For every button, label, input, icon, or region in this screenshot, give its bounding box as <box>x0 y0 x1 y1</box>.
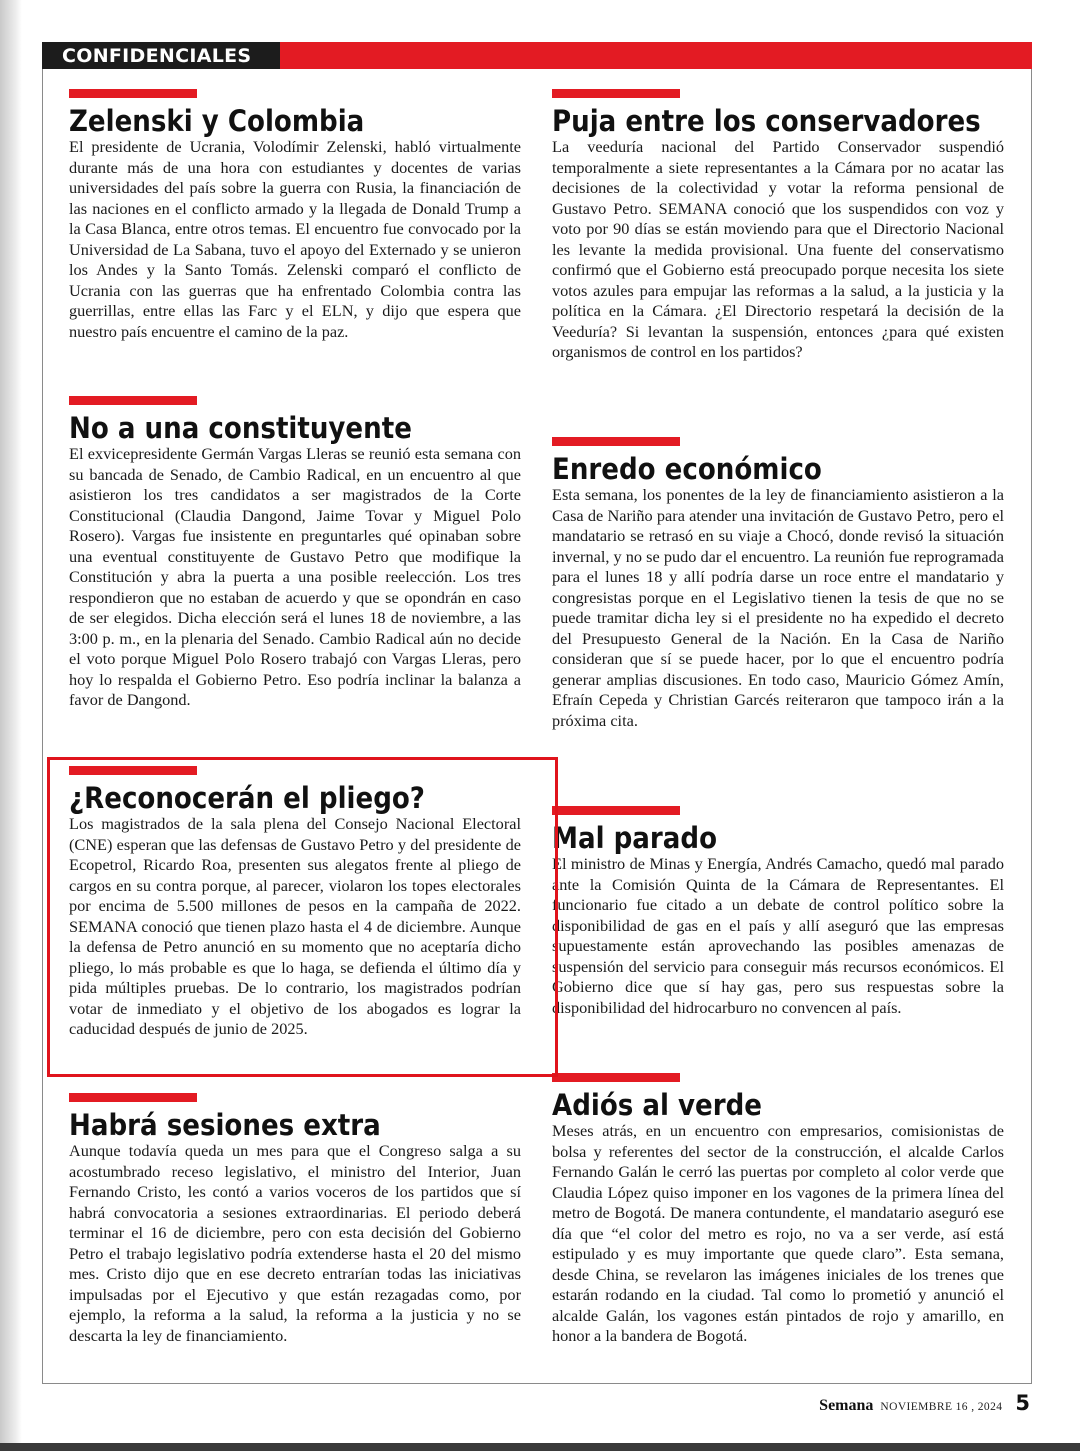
footer-date: NOVIEMBRE 16 , 2024 <box>880 1401 1003 1413</box>
page-footer <box>819 1391 1030 1417</box>
article-accent-bar <box>552 806 680 815</box>
article-body: Los magistrados de la sala plena del Consejo Nacional Electoral (CNE) esperan que las defensas de Gustavo Petro y del presidente de Ecopetrol, Ricardo Roa, presenten sus alegatos frente al pliego de cargos en su contra porque, al parecer, violaron los topes electorales por encima de 5.500 millones de pesos en la campaña de 2022. SEMANA conoció que tienen plazo hasta el 4 de diciembre. Aunque la defensa de Petro anunció en su momento que no aceptaría dicho pliego, lo más probable es que lo haga, se defienda el último día y pida múltiples pruebas. De lo contrario, los magistrados podrían votar de inmediato y el objetivo de los abogados es lograr la caducidad después de junio de 2025. <box>69 814 521 1038</box>
article-accent-bar <box>69 1093 197 1102</box>
bottom-edge-strip <box>0 1443 1080 1451</box>
article-accent-bar <box>552 1073 680 1082</box>
article-enredo-economico <box>552 437 1004 731</box>
article-headline: Enredo económico <box>552 452 822 486</box>
article-accent-bar <box>552 89 680 98</box>
article-accent-bar <box>552 437 680 446</box>
article-headline: Mal parado <box>552 821 718 855</box>
page-edge-shadow <box>0 0 22 1451</box>
article-headline: Habrá sesiones extra <box>69 1108 381 1142</box>
article-body: Esta semana, los ponentes de la ley de financiamiento asistieron a la Casa de Nariño para atender una invitación de Gustavo Petro, pero el mandatario se retrasó en su viaje a Chocó, donde revisó la situación invernal, y no se pudo dar el encuentro. La reunión fue reprogramada para el lunes 18 y allí podría darse un roce entre el mandatario y congresistas porque en el Legislativo tienen la tesis de que no se puede tramitar dicha ley si el presidente no ha expedido el decreto del Presupuesto General de la Nación. En la Casa de Nariño consideran que sí se puede hacer, por lo que el encuentro podría generar amplias discusiones. En todo caso, Mauricio Gómez Amín, Efraín Cepeda y Christian Garcés reiteraron que tampoco irán a la próxima cita. <box>552 485 1004 730</box>
article-body: Meses atrás, en un encuentro con empresarios, comisionistas de bolsa y referentes del sector de la construcción, el alcalde Carlos Fernando Galán le cerró las puertas por completo al color verde que Claudia López quiso imponer en los vagones de la primera línea del metro de Bogotá. De manera contundente, el mandatario aseguró ese día que “el color del metro es rojo, no va a ser verde, así está estipulado y es muy importante que quede claro”. Esta semana, desde China, se revelaron las imágenes iniciales de los trenes que estarán rodando en la ciudad. Tal como lo prometió y anunció el alcalde Galán, los vagones están pintados de rojo y amarillo, en honor a la bandera de Bogotá. <box>552 1121 1004 1345</box>
article-accent-bar <box>69 396 197 405</box>
article-body: La veeduría nacional del Partido Conservador suspendió temporalmente a siete representantes a la Cámara por no acatar las decisiones de la colectividad y votar la reforma pensional de Gustavo Petro. SEMANA conoció que los suspendidos con voz y voto por 90 días se están moviendo para que el Directorio Nacional les levante la medida provisional. Una fuente del conservatismo confirmó que el Gobierno está preocupado porque necesita los siete votos azules para empujar las reformas a la salud, a la justicia y la política en la Cámara. ¿El Directorio respetará la decisión de la Veeduría? Si levantan la suspensión, entonces ¿para qué existen organismos de control en los partidos? <box>552 137 1004 361</box>
article-mal-parado <box>552 806 1004 1018</box>
article-zelenski <box>69 89 521 342</box>
article-headline: Puja entre los conservadores <box>552 104 981 138</box>
article-body: Aunque todavía queda un mes para que el Congreso salga a su acostumbrado receso legislativo, el ministro del Interior, Juan Fernando Cristo, les contó a varios voceros de los partidos que sí habrá convocatoria a sesiones extraordinarias. El periodo deberá terminar el 16 de diciembre, pero con esta decisión del Gobierno Petro el trabajo legislativo podría extenderse hasta el 20 del mismo mes. Cristo dijo que en ese decreto entrarían todas las iniciativas impulsadas por el Ejecutivo y que están rezagadas como, por ejemplo, la reforma a la salud, la reforma a la justicia y no se descarta la ley de financiamiento. <box>69 1141 521 1345</box>
footer-page-number: 5 <box>1015 1391 1030 1415</box>
article-body: El exvicepresidente Germán Vargas Lleras se reunió esta semana con su bancada de Senado, de Cambio Radical, en un encuentro al que asistieron los tres candidatos a ser magistrados de la Corte Constitucional (Claudia Dangond, Jaime Tovar y Miguel Polo Rosero). Vargas fue insistente en preguntarles qué opinaban sobre una eventual constituyente de Gustavo Petro que modifique la Constitución y abra la puerta a una posible reelección. Los tres respondieron que no estaban de acuerdo y que se opondrán en caso de ser elegidos. Dicha elección será el lunes 18 de noviembre, a las 3:00 p. m., en la plenaria del Senado. Cambio Radical aún no decide el voto porque Miguel Polo Rosero trabajó con Vargas Lleras, pero hoy lo respalda el Gobierno Petro. Eso podría inclinar la balanza a favor de Dangond. <box>69 444 521 709</box>
article-constituyente <box>69 396 521 711</box>
article-headline: Zelenski y Colombia <box>69 104 365 138</box>
article-sesiones-extra <box>69 1093 521 1346</box>
article-accent-bar <box>69 89 197 98</box>
article-headline: No a una constituyente <box>69 411 412 445</box>
article-headline: ¿Reconocerán el pliego? <box>69 781 425 815</box>
highlight-box <box>47 757 558 1077</box>
article-body: El presidente de Ucrania, Volodímir Zelenski, habló virtualmente durante más de una hora con estudiantes y docentes de varias universidades del país sobre la guerra con Rusia, la financiación de las naciones en el conflicto armado y la llegada de Donald Trump a la Casa Blanca, entre otros temas. El encuentro fue convocado por la Universidad de La Sabana, tuvo el apoyo del Externado y se unieron los Andes y la Santo Tomás. Zelenski comparó el conflicto de Ucrania con las guerras que ha enfrentado Colombia contra las guerrillas, entre ellas las Farc y el ELN, y dijo que espera que nuestro país encuentre el camino de la paz. <box>69 137 521 341</box>
article-body: El ministro de Minas y Energía, Andrés Camacho, quedó mal parado ante la Comisión Quinta de la Cámara de Representantes. El funcionario fue citado a un debate de control político sobre la disponibilidad de gas en el país y allí aseguró que las empresas supuestamente están aprovechando las posibles amenazas de suspensión del servicio para conseguir más recursos económicos. El Gobierno dice que sí hay gas, pero sus respuestas sobre la disponibilidad del hidrocarburo no convencen al país. <box>552 854 1004 1017</box>
article-conservadores <box>552 89 1004 363</box>
article-adios-verde <box>552 1073 1004 1347</box>
footer-magazine-name: Semana <box>819 1397 874 1414</box>
section-title: CONFIDENCIALES <box>62 45 252 67</box>
article-headline: Adiós al verde <box>552 1088 763 1122</box>
